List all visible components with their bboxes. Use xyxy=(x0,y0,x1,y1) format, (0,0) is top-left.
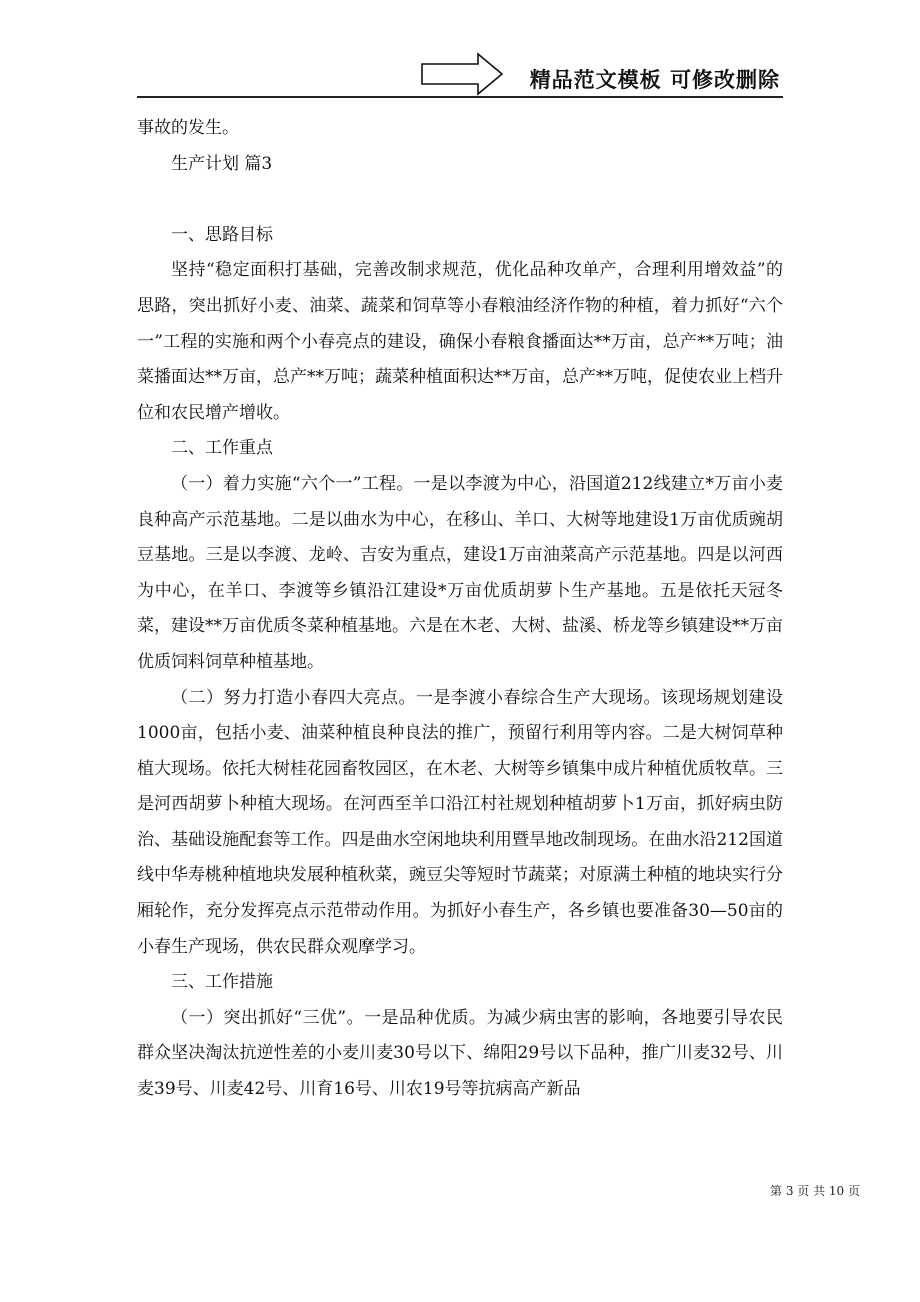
paragraph-four-highlights: （二）努力打造小春四大亮点。一是李渡小春综合生产大现场。该现场规划建设1000亩，包括小麦、油菜种植良种良法的推广，预留行利用等内容。二是大树饲草种植大现场。依托大树桂花园畜牧园区，在木老、大树等乡镇集中成片种植优质牧草。三是河西胡萝卜种植大现场。在河西至羊口沿江村社规划种植胡萝卜1万亩，抓好病虫防治、基础设施配套等工作。四是曲水空闲地块利用暨旱地改制现场。在曲水沿212国道线中华寿桃种植地块发展种植秋菜，豌豆尖等短时节蔬菜；对原满土种植的地块实行分厢轮作，充分发挥亮点示范带动作用。为抓好小春生产，各乡镇也要准备30—50亩的小春生产现场，供农民群众观摩学习。 xyxy=(137,687,783,957)
heading-measures: 三、工作措施 xyxy=(171,972,273,993)
paragraph-goals: 坚持“稳定面积打基础，完善改制求规范，优化品种攻单产，合理利用增效益”的思路，突出抓好小麦、油菜、蔬菜和饲草等小春粮油经济作物的种植，着力抓好“六个一”工程的实施和两个小春亮点的建设，确保小春粮食播面达**万亩，总产**万吨；油菜播面达**万亩，总产**万吨；蔬菜种植面积达**万亩，总产**万吨，促使农业上档升位和农民增产增收。 xyxy=(137,260,783,423)
page-number: 第 3 页 共 10 页 xyxy=(770,1184,860,1198)
header-title: 精品范文模板 可修改删除 xyxy=(529,68,780,92)
arrow-icon xyxy=(420,52,504,96)
continuation-text: 事故的发生。 xyxy=(137,118,239,138)
header-divider xyxy=(137,96,783,98)
section-title: 生产计划 篇3 xyxy=(171,153,273,174)
heading-key-work: 二、工作重点 xyxy=(171,438,273,459)
paragraph-three-excellences: （一）突出抓好“三优”。一是品种优质。为减少病虫害的影响，各地要引导农民群众坚决淘汰抗逆性差的小麦川麦30号以下、绵阳29号以下品种，推广川麦32号、川麦39号、川麦42号、川育16号、川农19号等抗病高产新品 xyxy=(137,1007,783,1100)
heading-goals: 一、思路目标 xyxy=(171,224,273,245)
blank-line xyxy=(137,182,783,218)
document-body xyxy=(137,111,783,1108)
paragraph-six-projects: （一）着力实施“六个一”工程。一是以李渡为中心，沿国道212线建立*万亩小麦良种高产示范基地。二是以曲水为中心，在移山、羊口、大树等地建设1万亩优质豌胡豆基地。三是以李渡、龙岭、吉安为重点，建设1万亩油菜高产示范基地。四是以河西为中心，在羊口、李渡等乡镇沿江建设*万亩优质胡萝卜生产基地。五是依托天冠冬菜，建设**万亩优质冬菜种植基地。六是在木老、大树、盐溪、桥龙等乡镇建设**万亩优质饲料饲草种植基地。 xyxy=(137,473,783,672)
